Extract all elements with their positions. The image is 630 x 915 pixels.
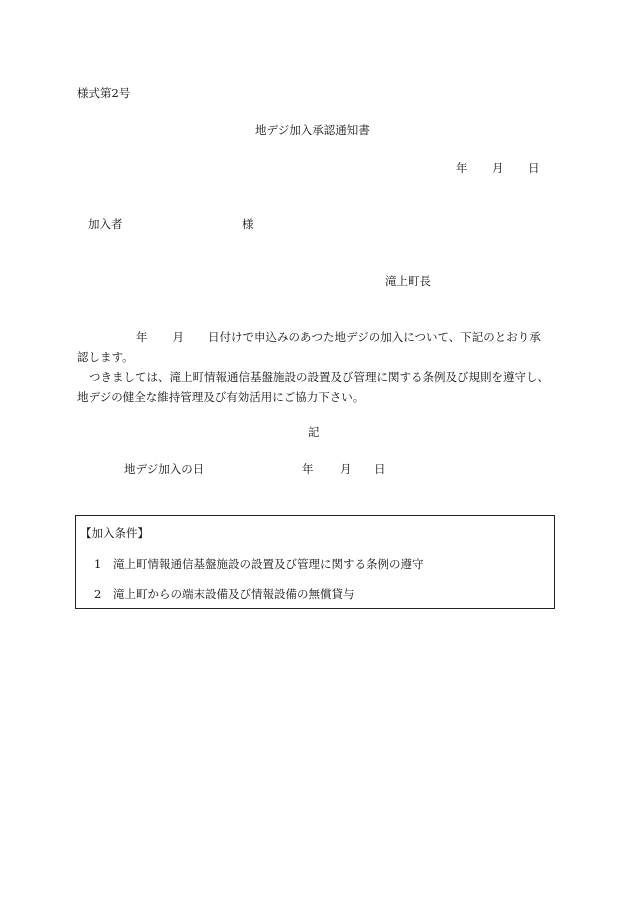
body-year: 年 — [136, 330, 148, 344]
condition-number: 1 — [94, 557, 102, 571]
body-line-3: つきましては、滝上町情報通信基盤施設の設置及び管理に関する条例及び規則を遵守し、 — [89, 370, 549, 384]
addressee-label: 加入者 — [88, 217, 123, 231]
condition-number: 2 — [94, 587, 102, 601]
body-line-1-text: 日付けで申込みのあつた地デジの加入について、下記のとおり承 — [208, 330, 541, 344]
body-line-1 — [77, 327, 555, 347]
join-date-month: 月 — [340, 462, 352, 476]
condition-text: 滝上町情報通信基盤施設の設置及び管理に関する条例の遵守 — [113, 557, 424, 571]
body-month: 月 — [172, 330, 184, 344]
conditions-heading: 【加入条件】 — [80, 526, 149, 540]
join-date-year: 年 — [302, 462, 314, 476]
issuer: 滝上町長 — [385, 274, 431, 288]
record-heading: 記 — [308, 425, 320, 439]
join-date-label: 地デジ加入の日 — [124, 462, 205, 476]
form-number: 様式第2号 — [77, 86, 131, 100]
addressee-honorific: 様 — [242, 217, 254, 231]
conditions-box — [75, 515, 555, 609]
body-line-2: 認します。 — [77, 350, 134, 364]
document-title: 地デジ加入承認通知書 — [255, 123, 370, 137]
body-line-4: 地デジの健全な維持管理及び有効活用にご協力下さい。 — [77, 390, 365, 404]
date-day: 日 — [528, 161, 540, 175]
date-year: 年 — [456, 161, 468, 175]
body-paragraph — [77, 327, 555, 407]
date-month: 月 — [492, 161, 504, 175]
join-date-day: 日 — [374, 462, 386, 476]
condition-text: 滝上町からの端末設備及び情報設備の無償貸与 — [113, 587, 355, 601]
